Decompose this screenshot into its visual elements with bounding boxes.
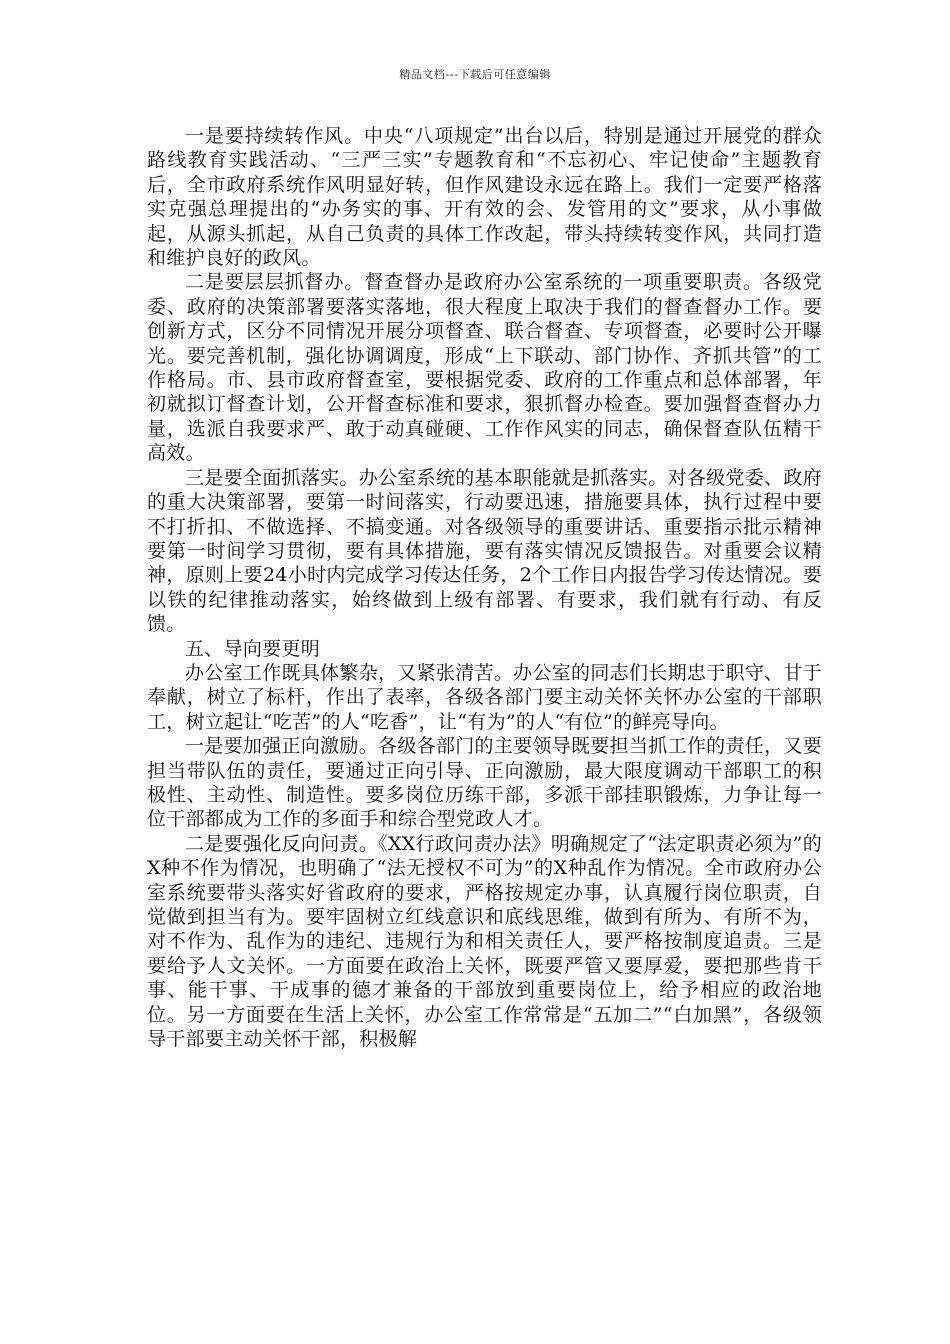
paragraph-accountability: 二是要强化反向问责。《XX行政问责办法》明确规定了“法定职责必须为”的X种不作为情况，也明确了“法无授权不可为”的X种乱作为情况。全市政府办公室系统要带头落实好省政府的要求，严格按规定办事，认真履行岗位职责，自觉做到担当有为。要牢固树立红线意识和底线思维，做到有所为、有所不为，对不作为、乱作为的违纪、违规行为和相关责任人，要严格按制度追责。三是要给予人文关怀。一方面要在政治上关怀，既要严管又要厚爱，要把那些肯干事、能干事、干成事的德才兼备的干部放到重要岗位上，给予相应的政治地位。另一方面要在生活上关怀，办公室工作常常是“五加二”“白加黑”，各级领导干部要主动关怀干部，积极解	[147, 832, 822, 1051]
paragraph-implementation: 三是要全面抓落实。办公室系统的基本职能就是抓落实。对各级党委、政府的重大决策部署，要第一时间落实，行动要迅速，措施要具体，执行过程中要不打折扣、不做选择、不搞变通。对各级领导的重要讲话、重要指示批示精神要第一时间学习贯彻，要有具体措施，要有落实情况反馈报告。对重要会议精神，原则上要24小时内完成学习传达任务，2个工作日内报告学习传达情况。要以铁的纪律推动落实，始终做到上级有部署、有要求，我们就有行动、有反馈。	[147, 466, 822, 636]
paragraph-incentives: 一是要加强正向激励。各级各部门的主要领导既要担当抓工作的责任，又要担当带队伍的责任，要通过正向引导、正向激励，最大限度调动干部职工的积极性、主动性、制造性。要多岗位历练干部，多派干部挂职锻炼，力争让每一位干部都成为工作的多面手和综合型党政人才。	[147, 735, 822, 831]
paragraph-office-work: 办公室工作既具体繁杂，又紧张清苦。办公室的同志们长期忠于职守、甘于奉献，树立了标杆，作出了表率，各级各部门要主动关怀关怀办公室的干部职工，树立起让“吃苦”的人“吃香”，让“有为”的人“有位”的鲜亮导向。	[147, 661, 822, 733]
page-header: 精品文档---下载后可任意编辑	[399, 68, 551, 81]
document-body	[147, 124, 822, 1051]
paragraph-conduct: 一是要持续转作风。中央“八项规定”出台以后，特别是通过开展党的群众路线教育实践活动、“三严三实”专题教育和“不忘初心、牢记使命”主题教育后，全市政府系统作风明显好转，但作风建设永远在路上。我们一定要严格落实克强总理提出的“办务实的事、开有效的会、发管用的文”要求，从小事做起，从源头抓起，从自己负责的具体工作改起，带头持续转变作风，共同打造和维护良好的政风。	[147, 125, 822, 270]
paragraph-supervision: 二是要层层抓督办。督查督办是政府办公室系统的一项重要职责。各级党委、政府的决策部署要落实落地，很大程度上取决于我们的督查督办工作。要创新方式，区分不同情况开展分项督查、联合督查、专项督查，必要时公开曝光。要完善机制，强化协调调度，形成“上下联动、部门协作、齐抓共管”的工作格局。市、县市政府督查室，要根据党委、政府的工作重点和总体部署，年初就拟订督查计划，公开督查标准和要求，狠抓督办检查。要加强督查督办力量，选派自我要求严、敢于动真碰硬、工作作风实的同志，确保督查队伍精干高效。	[147, 271, 822, 465]
section-heading: 五、导向要更明	[185, 637, 321, 660]
